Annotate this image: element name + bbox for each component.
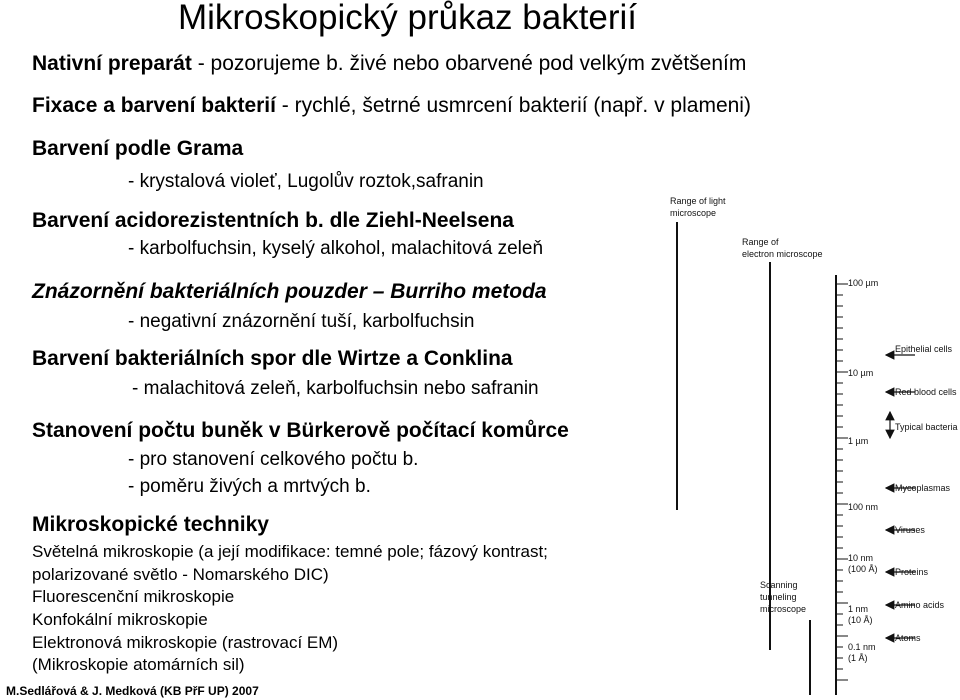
- item-gram-heading: Barvení podle Grama: [32, 137, 244, 160]
- range-tunneling-label-2: tunneling: [760, 592, 797, 602]
- technique-line: Světelná mikroskopie (a její modifikace: temné pole; fázový kontrast;: [32, 542, 548, 561]
- technique-line: Konfokální mikroskopie: [32, 610, 208, 629]
- technique-line: Fluorescenční mikroskopie: [32, 587, 235, 606]
- label-atoms: Atoms: [895, 633, 921, 643]
- range-tunneling-label-3: microscope: [760, 604, 807, 614]
- tick-label-100a: (100 Å): [848, 564, 878, 574]
- item-count-sub2: - poměru živých a mrtvých b.: [128, 476, 371, 497]
- label-typical-bacteria: Typical bacteria: [895, 422, 958, 432]
- item-capsule-sub: - negativní znázornění tuší, karbolfuchsin: [128, 311, 475, 332]
- technique-line: polarizované světlo - Nomarského DIC): [32, 565, 329, 584]
- range-light-label-2: microscope: [670, 208, 717, 218]
- technique-line: (Mikroskopie atomárních sil): [32, 655, 245, 674]
- page-title: Mikroskopický průkaz bakterií: [178, 0, 638, 37]
- item-description: - rychlé, šetrné usmrcení bakterií (např. v plameni): [275, 94, 751, 117]
- tick-label-100nm: 100 nm: [848, 502, 879, 512]
- techniques-heading: Mikroskopické techniky: [32, 513, 269, 536]
- tick-label-10a: (10 Å): [848, 615, 873, 625]
- tick-label-10um: 10 µm: [848, 368, 874, 378]
- tick-label-10nm: 10 nm: [848, 553, 874, 563]
- footer-credit: M.Sedlářová & J. Medková (KB PřF UP) 2007: [6, 684, 259, 698]
- item-description: - pozorujeme b. živé nebo obarvené pod velkým zvětšením: [191, 52, 747, 75]
- item-fixation: [32, 93, 751, 119]
- item-gram-sub: - krystalová violeť, Lugolův roztok,safranin: [128, 171, 484, 192]
- label-epithelial: Epithelial cells: [895, 344, 953, 354]
- tick-label-1a: (1 Å): [848, 653, 868, 663]
- item-spore-sub: - malachitová zeleň, karbolfuchsin nebo safranin: [132, 378, 539, 399]
- item-ziehl-sub: - karbolfuchsin, kyselý alkohol, malachitová zeleň: [128, 238, 544, 259]
- tick-label-1nm: 1 nm: [848, 604, 869, 614]
- range-tunneling-label-1: Scanning: [760, 580, 798, 590]
- label-mycoplasmas: Mycoplasmas: [895, 483, 951, 493]
- label-amino: Amino acids: [895, 600, 945, 610]
- item-native: [32, 51, 746, 77]
- range-electron-label-2: electron microscope: [742, 249, 823, 259]
- range-electron-label-1: Range of: [742, 237, 779, 247]
- item-ziehl-heading: Barvení acidorezistentních b. dle Ziehl-Neelsena: [32, 209, 514, 232]
- tick-label-100um: 100 µm: [848, 278, 879, 288]
- range-light-label-1: Range of light: [670, 196, 726, 206]
- item-spore-heading: Barvení bakteriálních spor dle Wirtze a Conklina: [32, 347, 513, 370]
- technique-line: Elektronová mikroskopie (rastrovací EM): [32, 633, 339, 652]
- item-capsule-heading: Znázornění bakteriálních pouzder – Burriho metoda: [32, 280, 547, 303]
- item-count-heading: Stanovení počtu buněk v Bürkerově počítací komůrce: [32, 419, 569, 442]
- label-proteins: Proteins: [895, 567, 929, 577]
- tick-label-01nm: 0.1 nm: [848, 642, 876, 652]
- label-redblood: Red blood cells: [895, 387, 957, 397]
- item-heading: Fixace a barvení bakterií: [32, 94, 276, 117]
- item-heading: Nativní preparát: [32, 52, 192, 75]
- tick-label-1um: 1 µm: [848, 436, 869, 446]
- label-viruses: Viruses: [895, 525, 925, 535]
- size-scale-figure: [650, 180, 960, 700]
- item-count-sub1: - pro stanovení celkového počtu b.: [128, 449, 419, 470]
